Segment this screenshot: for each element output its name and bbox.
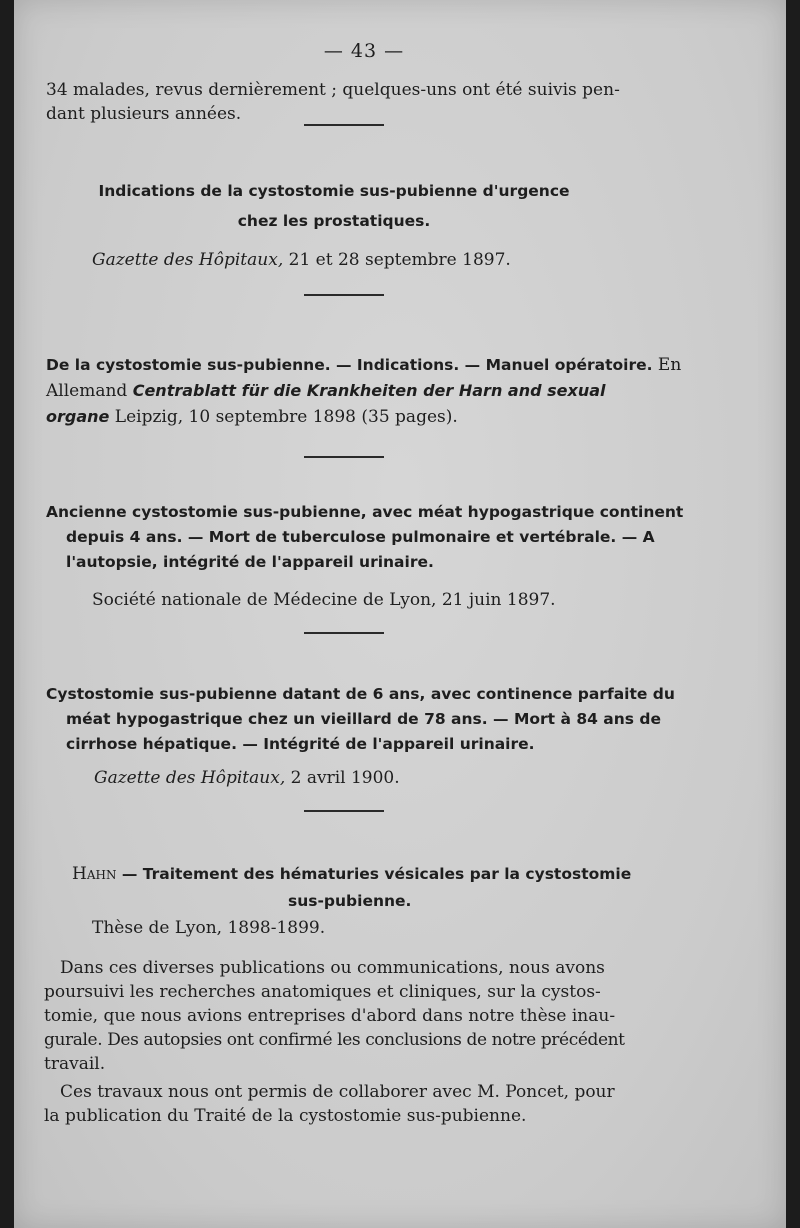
closing-paragraph <box>44 956 674 1076</box>
entry-text: En <box>652 355 682 375</box>
entry-title-line: Indications de la cystostomie sus-pubienne d'urgence <box>98 182 570 200</box>
entry-source <box>92 248 732 272</box>
entry-title-line: Ancienne cystostomie sus-pubienne, avec méat hypogastrique continent <box>46 503 684 521</box>
journal-name: Gazette des Hôpitaux, <box>92 250 284 270</box>
source-date: 2 avril 1900. <box>285 768 400 788</box>
entry-title-line: De la cystostomie sus-pubienne. — Indications. — Manuel opératoire. <box>46 356 653 374</box>
intro-line: dant plusieurs années. <box>46 104 242 124</box>
section-divider <box>304 810 384 812</box>
paragraph-line: gurale. Des autopsies ont confirmé les conclusions de notre précédent <box>44 1030 625 1050</box>
intro-paragraph <box>46 78 686 126</box>
entry-title-line: depuis 4 ans. — Mort de tuberculose pulmonaire et vertébrale. — A <box>66 528 655 546</box>
paragraph-line: travail. <box>44 1054 106 1074</box>
entry-title <box>54 176 614 236</box>
source-date: 21 et 28 septembre 1897. <box>283 250 511 270</box>
journal-name: organe <box>46 407 110 426</box>
entry-source: Thèse de Lyon, 1898-1899. <box>92 918 326 938</box>
source-date: Leipzig, 10 septembre 1898 (35 pages). <box>109 407 458 427</box>
closing-paragraph <box>44 1080 674 1128</box>
journal-name: Centrablatt für die Krankheiten der Harn and sexual <box>132 381 606 400</box>
entry-reference <box>46 352 696 430</box>
entry-title <box>46 500 696 575</box>
paragraph-line: la publication du Traité de la cystostomie sus-pubienne. <box>44 1106 527 1126</box>
section-divider <box>304 294 384 296</box>
entry-title-line: sus-pubienne. <box>288 892 412 910</box>
entry-title-line: chez les prostatiques. <box>237 212 431 230</box>
page-number: — 43 — <box>323 40 405 62</box>
entry-source: Société nationale de Médecine de Lyon, 21 juin 1897. <box>92 590 556 610</box>
section-divider <box>304 456 384 458</box>
author-name: Hahn <box>72 864 117 884</box>
entry-title-line: — Traitement des hématuries vésicales par la cystostomie <box>116 865 632 883</box>
section-divider <box>304 124 384 126</box>
entry-title-line: méat hypogastrique chez un vieillard de 78 ans. — Mort à 84 ans de <box>66 710 662 728</box>
entry-title-line: cirrhose hépatique. — Intégrité de l'appareil urinaire. <box>66 735 535 753</box>
entry-title-line: Cystostomie sus-pubienne datant de 6 ans, avec continence parfaite du <box>46 685 675 703</box>
entry-source <box>94 766 734 790</box>
entry-text: Allemand <box>46 381 133 401</box>
book-page <box>14 0 786 1228</box>
journal-name: Gazette des Hôpitaux, <box>94 768 286 788</box>
paragraph-line: Ces travaux nous ont permis de collaborer avec M. Poncet, pour <box>60 1082 615 1102</box>
paragraph-line: tomie, que nous avions entreprises d'abord dans notre thèse inau- <box>44 1006 616 1026</box>
entry-title <box>72 860 672 915</box>
paragraph-line: Dans ces diverses publications ou communications, nous avons <box>60 958 605 978</box>
entry-title-line: l'autopsie, intégrité de l'appareil urinaire. <box>66 553 434 571</box>
intro-line: 34 malades, revus dernièrement ; quelques-uns ont été suivis pen- <box>46 80 620 100</box>
entry-title <box>46 682 696 757</box>
paragraph-line: poursuivi les recherches anatomiques et cliniques, sur la cystos- <box>44 982 601 1002</box>
section-divider <box>304 632 384 634</box>
